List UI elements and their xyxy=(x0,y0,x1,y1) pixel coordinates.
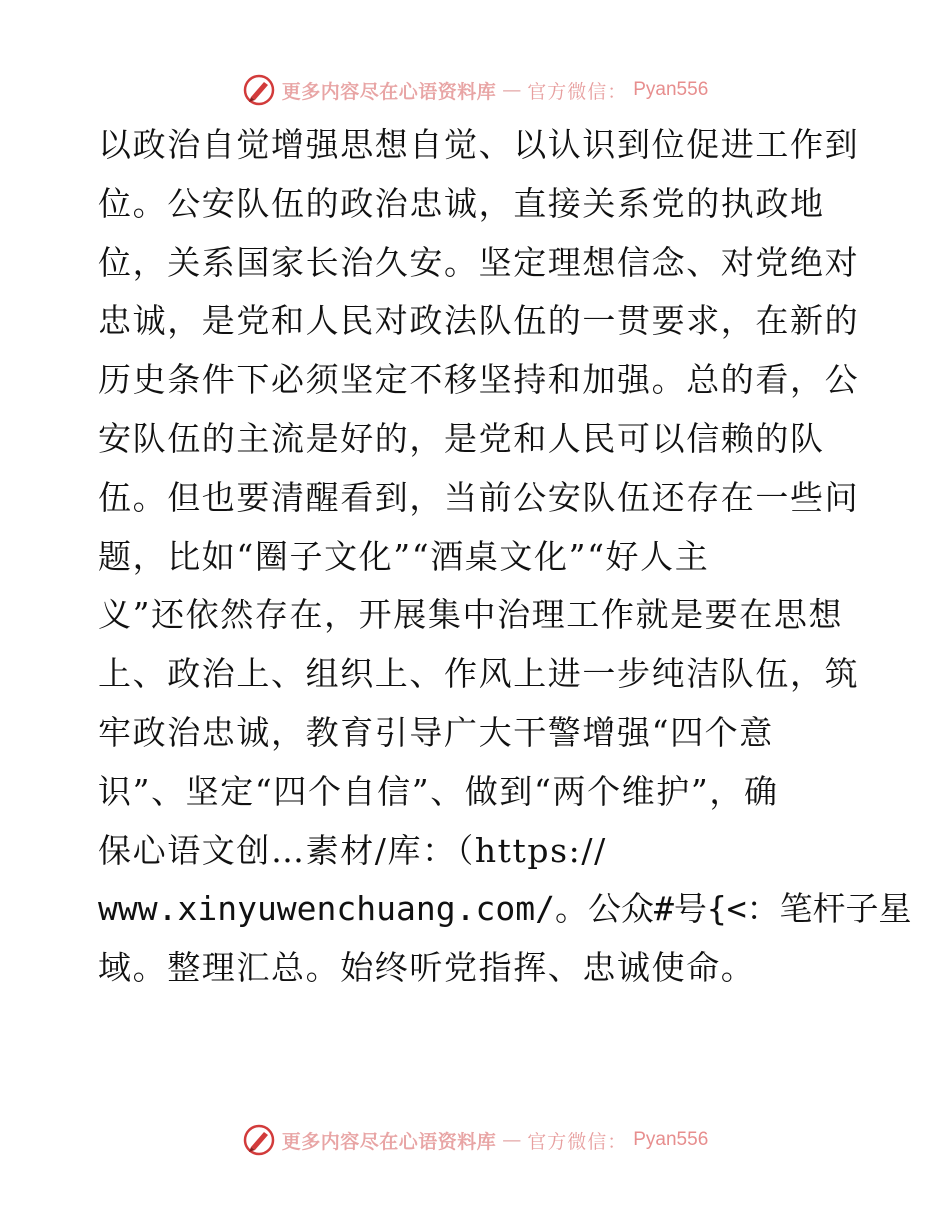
text-line-9: 义”还依然存在，开展集中治理工作就是要在思想 xyxy=(98,595,844,635)
header-banner xyxy=(0,72,950,108)
body-text xyxy=(98,116,912,998)
text-line-2: 位。公安队伍的政治忠诚，直接关系党的执政地 xyxy=(98,183,825,223)
footer-banner-wechat-id: Pyan556 xyxy=(633,1129,709,1150)
header-banner-wechat-id: Pyan556 xyxy=(633,79,709,100)
text-line-14: www.xinyuwenchuang.com/。公众#号{<：笔杆子星 xyxy=(98,889,912,929)
header-banner-title: 更多内容尽在心语资料库 xyxy=(281,80,497,103)
text-line-11: 牢政治忠诚，教育引导广大干警增强“四个意 xyxy=(98,712,774,752)
pen-logo-icon xyxy=(242,73,276,107)
footer-banner-wechat-label: 官方微信： xyxy=(527,1130,628,1153)
footer-banner-separator: — xyxy=(502,1129,522,1151)
text-line-4: 忠诚，是党和人民对政法队伍的一贯要求，在新的 xyxy=(98,301,860,341)
text-line-12: 识”、坚定“四个自信”、做到“两个维护”，确 xyxy=(98,771,779,811)
header-banner-separator: — xyxy=(502,79,522,101)
header-banner-wechat-label: 官方微信： xyxy=(527,80,628,103)
text-line-5: 历史条件下必须坚定不移坚持和加强。总的看，公 xyxy=(98,360,860,400)
text-line-1: 以政治自觉增强思想自觉、以认识到位促进工作到 xyxy=(98,125,860,164)
pen-logo-icon xyxy=(242,1123,276,1157)
text-line-10: 上、政治上、组织上、作风上进一步纯洁队伍，筑 xyxy=(98,654,860,694)
footer-banner xyxy=(0,1122,950,1158)
text-line-6: 安队伍的主流是好的，是党和人民可以信赖的队 xyxy=(98,418,825,458)
footer-banner-title: 更多内容尽在心语资料库 xyxy=(281,1130,497,1153)
text-line-3: 位，关系国家长治久安。坚定理想信念、对党绝对 xyxy=(98,242,860,282)
text-line-7: 伍。但也要清醒看到，当前公安队伍还存在一些问 xyxy=(98,477,860,517)
text-line-15: 域。整理汇总。始终听党指挥、忠诚使命。 xyxy=(98,948,756,988)
text-line-13: 保心语文创…素材/库：（https:// xyxy=(98,830,607,870)
text-line-8: 题，比如“圈子文化”“酒桌文化”“好人主 xyxy=(98,536,710,576)
